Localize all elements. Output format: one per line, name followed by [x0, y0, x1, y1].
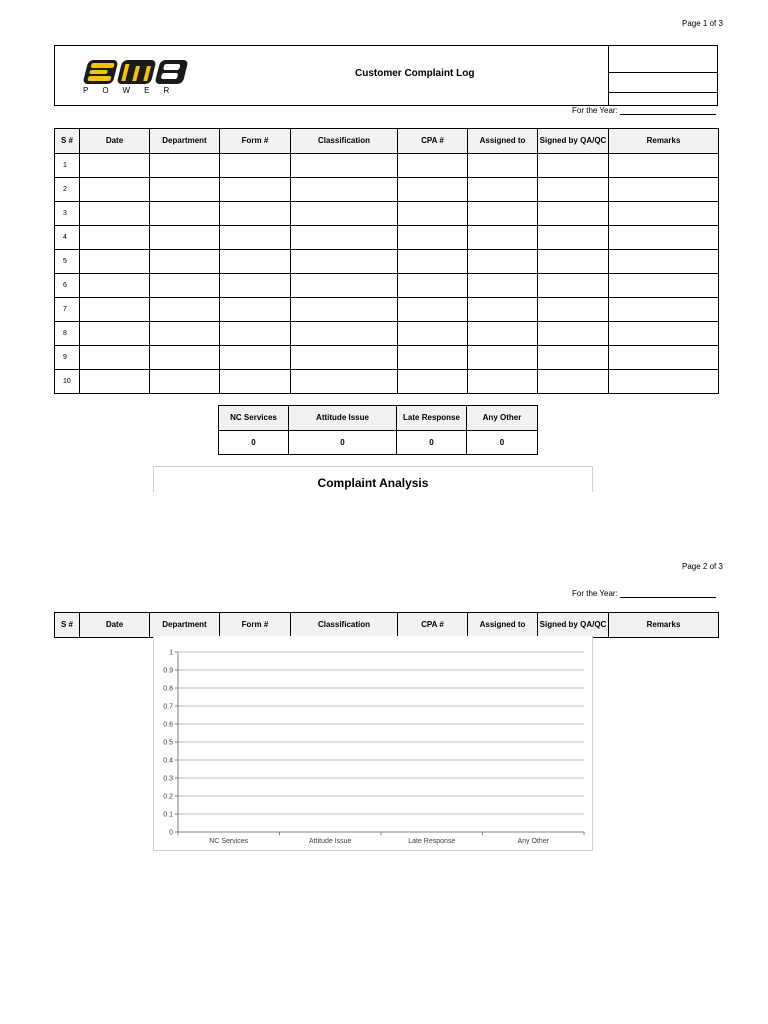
y-tick-label: 1: [169, 649, 173, 657]
row-number: 5: [55, 250, 80, 274]
table-cell[interactable]: [80, 154, 150, 178]
table-cell[interactable]: [468, 202, 538, 226]
y-tick-label: 0.5: [163, 739, 173, 747]
y-tick-label: 0.1: [163, 811, 173, 819]
header-info-boxes: [608, 46, 718, 105]
y-tick-label: 0.2: [163, 793, 173, 801]
table-cell[interactable]: [220, 322, 291, 346]
column-header: Classification: [291, 129, 398, 154]
table-cell[interactable]: [220, 154, 291, 178]
table-row: [55, 226, 719, 250]
table-cell[interactable]: [398, 154, 468, 178]
row-number: 8: [55, 322, 80, 346]
column-header: Remarks: [609, 129, 719, 154]
table-cell[interactable]: [468, 346, 538, 370]
table-cell[interactable]: [538, 370, 609, 394]
summary-header-row: [219, 406, 538, 431]
table-cell[interactable]: [220, 298, 291, 322]
x-tick-label: NC Services: [209, 838, 249, 845]
column-header: Classification: [291, 613, 398, 638]
summary-value: 0: [289, 431, 397, 455]
table-cell[interactable]: [80, 322, 150, 346]
row-number: 1: [55, 154, 80, 178]
column-header: S #: [55, 613, 80, 638]
y-tick-label: 0: [169, 829, 173, 837]
page-number-2: Page 2 of 3: [682, 562, 723, 571]
chart-frame-bottom: [153, 636, 593, 851]
table-cell[interactable]: [538, 250, 609, 274]
summary-value: 0: [397, 431, 467, 455]
table-cell[interactable]: [468, 274, 538, 298]
table-cell[interactable]: [220, 346, 291, 370]
table-cell[interactable]: [398, 202, 468, 226]
table-row: [55, 346, 719, 370]
complaint-log-table-page2: [54, 612, 719, 638]
column-header: Assigned to: [468, 129, 538, 154]
table-cell[interactable]: [609, 250, 719, 274]
table-cell[interactable]: [220, 226, 291, 250]
for-year-input[interactable]: [620, 114, 716, 115]
table-cell[interactable]: [538, 202, 609, 226]
row-number: 9: [55, 346, 80, 370]
table-cell[interactable]: [468, 298, 538, 322]
table-cell[interactable]: [609, 154, 719, 178]
summary-values-row: [219, 431, 538, 455]
column-header: Assigned to: [468, 613, 538, 638]
table-cell[interactable]: [150, 202, 220, 226]
table-row: [55, 202, 719, 226]
table-cell[interactable]: [538, 322, 609, 346]
table-cell[interactable]: [609, 226, 719, 250]
table-cell[interactable]: [291, 274, 398, 298]
table-cell[interactable]: [609, 178, 719, 202]
table-cell[interactable]: [150, 298, 220, 322]
y-tick-label: 0.6: [163, 721, 173, 729]
table-row: [55, 274, 719, 298]
table-cell[interactable]: [398, 346, 468, 370]
table-cell[interactable]: [609, 346, 719, 370]
column-header: Date: [80, 613, 150, 638]
column-header: Form #: [220, 613, 291, 638]
x-tick-label: Any Other: [517, 838, 550, 845]
y-tick-label: 0.4: [163, 757, 173, 765]
for-year-input[interactable]: [620, 597, 716, 598]
table-cell[interactable]: [220, 370, 291, 394]
table-cell[interactable]: [291, 370, 398, 394]
emb-logo-mark: [81, 58, 189, 86]
table-cell[interactable]: [220, 202, 291, 226]
table-cell[interactable]: [468, 178, 538, 202]
table-header-row: [55, 129, 719, 154]
table-cell[interactable]: [468, 322, 538, 346]
table-cell[interactable]: [80, 178, 150, 202]
table-row: [55, 178, 719, 202]
summary-header: Any Other: [467, 406, 538, 431]
row-number: 6: [55, 274, 80, 298]
row-number: 3: [55, 202, 80, 226]
table-cell[interactable]: [398, 370, 468, 394]
table-cell[interactable]: [80, 346, 150, 370]
row-number: 4: [55, 226, 80, 250]
column-header: Remarks: [609, 613, 719, 638]
y-tick-label: 0.8: [163, 685, 173, 693]
page-number-1: Page 1 of 3: [682, 19, 723, 28]
table-row: [55, 370, 719, 394]
table-cell[interactable]: [609, 322, 719, 346]
for-year-label: For the Year:: [572, 589, 618, 598]
table-cell[interactable]: [468, 370, 538, 394]
column-header: CPA #: [398, 613, 468, 638]
logo-subtext: POWER: [83, 86, 184, 95]
row-number: 7: [55, 298, 80, 322]
table-cell[interactable]: [150, 274, 220, 298]
table-cell[interactable]: [150, 322, 220, 346]
table-cell[interactable]: [398, 226, 468, 250]
table-cell[interactable]: [291, 322, 398, 346]
table-cell[interactable]: [398, 298, 468, 322]
table-row: [55, 154, 719, 178]
table-cell[interactable]: [538, 154, 609, 178]
table-cell[interactable]: [538, 226, 609, 250]
summary-header: Late Response: [397, 406, 467, 431]
summary-header: Attitude Issue: [289, 406, 397, 431]
table-cell[interactable]: [609, 298, 719, 322]
column-header: S #: [55, 129, 80, 154]
complaint-log-table: [54, 128, 719, 394]
summary-value: 0: [219, 431, 289, 455]
for-year-field: [572, 106, 716, 115]
table-cell[interactable]: [291, 226, 398, 250]
table-cell[interactable]: [468, 226, 538, 250]
chart-frame-top: [153, 466, 593, 492]
column-header: Signed by QA/QC: [538, 613, 609, 638]
y-tick-label: 0.3: [163, 775, 173, 783]
summary-table: [218, 405, 538, 455]
table-cell[interactable]: [398, 322, 468, 346]
table-cell[interactable]: [468, 250, 538, 274]
table-cell[interactable]: [468, 154, 538, 178]
y-tick-label: 0.9: [163, 667, 173, 675]
table-cell[interactable]: [150, 346, 220, 370]
column-header: Department: [150, 613, 220, 638]
table-row: [55, 250, 719, 274]
row-number: 2: [55, 178, 80, 202]
table-cell[interactable]: [150, 250, 220, 274]
x-tick-label: Attitude Issue: [309, 838, 352, 845]
column-header: Form #: [220, 129, 291, 154]
table-cell[interactable]: [150, 154, 220, 178]
table-cell[interactable]: [80, 202, 150, 226]
page-title: Customer Complaint Log: [355, 68, 475, 79]
table-cell[interactable]: [220, 250, 291, 274]
table-cell[interactable]: [538, 298, 609, 322]
table-cell[interactable]: [538, 274, 609, 298]
table-header-row: [55, 613, 719, 638]
table-cell[interactable]: [538, 178, 609, 202]
table-cell[interactable]: [538, 346, 609, 370]
table-cell[interactable]: [80, 298, 150, 322]
summary-value: 0: [467, 431, 538, 455]
for-year-field-2: [572, 589, 716, 598]
summary-header: NC Services: [219, 406, 289, 431]
column-header: CPA #: [398, 129, 468, 154]
column-header: Department: [150, 129, 220, 154]
table-cell[interactable]: [80, 226, 150, 250]
table-cell[interactable]: [291, 154, 398, 178]
table-cell[interactable]: [609, 274, 719, 298]
row-number: 10: [55, 370, 80, 394]
table-cell[interactable]: [291, 250, 398, 274]
table-cell[interactable]: [609, 202, 719, 226]
document-header: [54, 45, 718, 106]
table-cell[interactable]: [220, 274, 291, 298]
table-cell[interactable]: [80, 370, 150, 394]
for-year-label: For the Year:: [572, 106, 618, 115]
column-header: Date: [80, 129, 150, 154]
chart-heading: Complaint Analysis: [317, 476, 429, 490]
table-cell[interactable]: [150, 370, 220, 394]
y-tick-label: 0.7: [163, 703, 173, 711]
header-info-box: [609, 46, 718, 73]
table-cell[interactable]: [609, 370, 719, 394]
table-row: [55, 322, 719, 346]
header-info-box: [609, 73, 718, 93]
table-cell[interactable]: [80, 250, 150, 274]
table-cell[interactable]: [398, 250, 468, 274]
column-header: Signed by QA/QC: [538, 129, 609, 154]
table-cell[interactable]: [398, 178, 468, 202]
table-row: [55, 298, 719, 322]
table-cell[interactable]: [291, 202, 398, 226]
table-cell[interactable]: [80, 274, 150, 298]
x-tick-label: Late Response: [408, 838, 456, 845]
table-cell[interactable]: [291, 346, 398, 370]
table-cell[interactable]: [150, 226, 220, 250]
table-cell[interactable]: [150, 178, 220, 202]
table-cell[interactable]: [291, 298, 398, 322]
table-cell[interactable]: [220, 178, 291, 202]
complaint-analysis-chart: [154, 636, 594, 851]
table-cell[interactable]: [291, 178, 398, 202]
table-cell[interactable]: [398, 274, 468, 298]
